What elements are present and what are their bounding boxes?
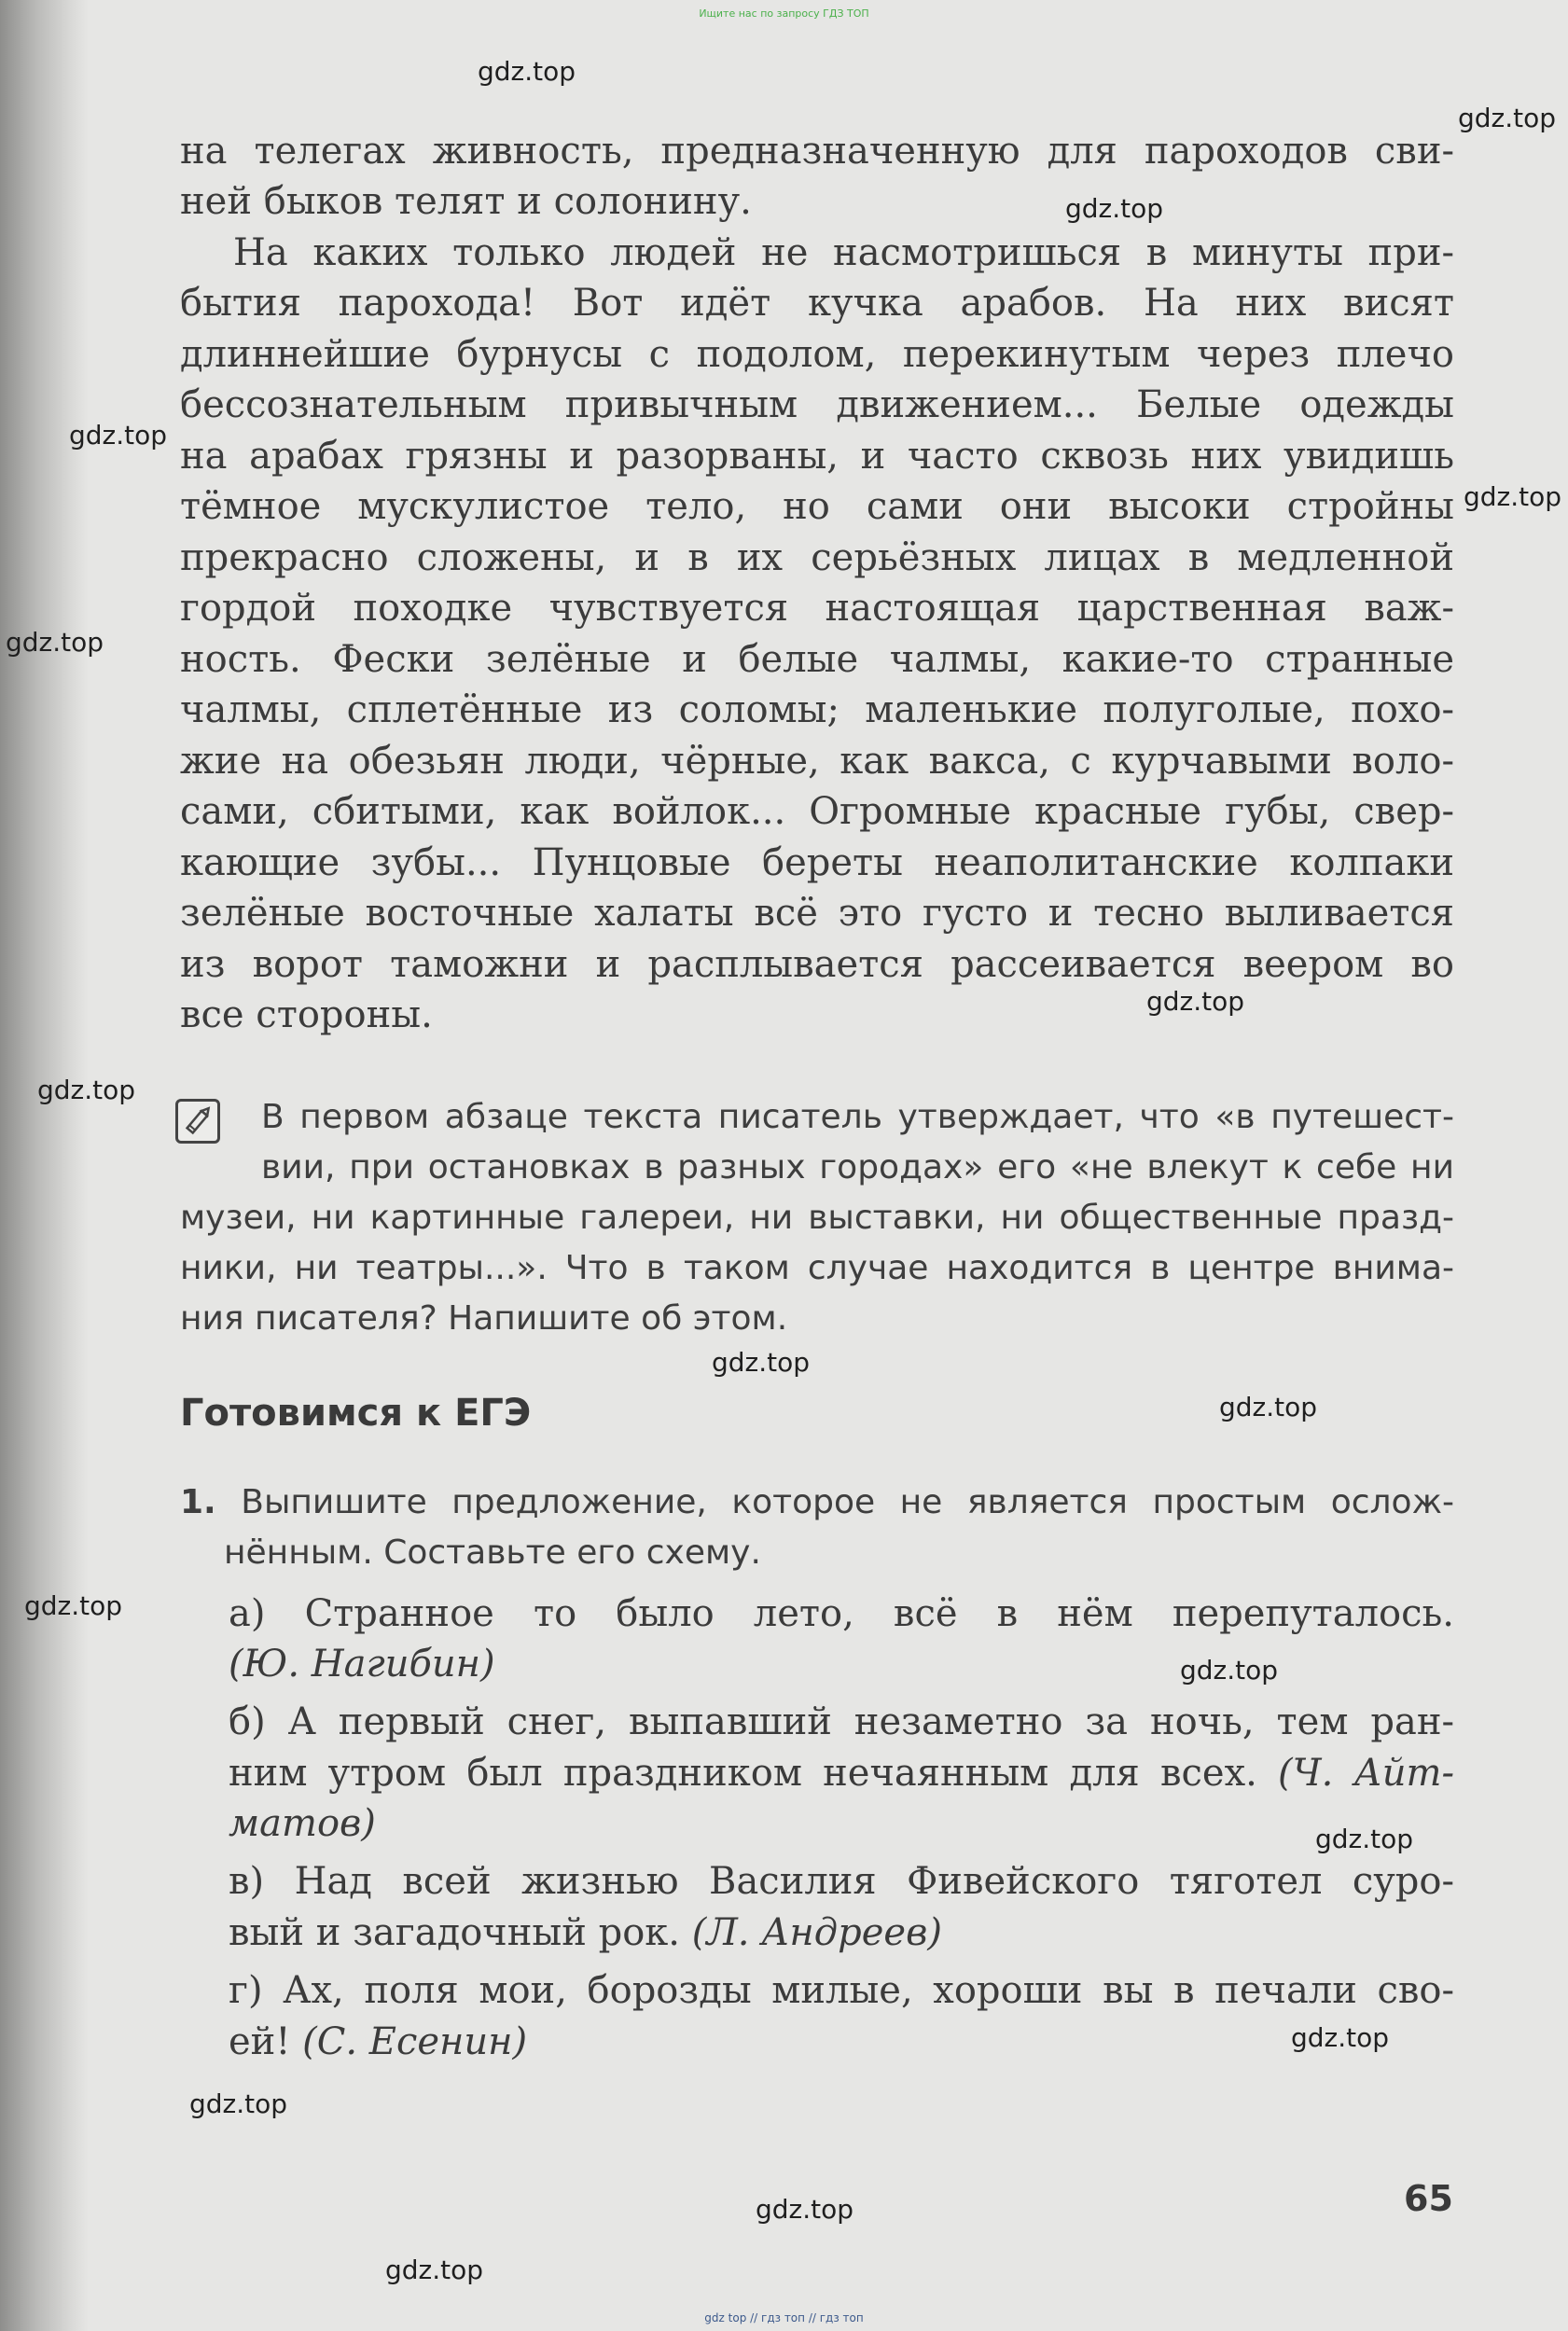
option-d-line: г) Ах, поля мои, борозды милые, хороши вы в печали сво- xyxy=(229,1969,1454,2012)
watermark: gdz.top xyxy=(756,2194,854,2225)
watermark: gdz.top xyxy=(478,56,576,87)
option-c-line xyxy=(229,1908,942,1958)
option-b-line: б) А первый снег, выпавший незаметно за ночь, тем ран- xyxy=(229,1700,1454,1743)
question-number: 1. xyxy=(180,1483,216,1521)
watermark: gdz.top xyxy=(1464,481,1562,512)
text-line: жие на обезьян люди, чёрные, как вакса, с курчавыми воло- xyxy=(180,740,1454,783)
task-line: ники, ни театры...». Что в таком случае находится в центре внима- xyxy=(180,1249,1454,1287)
watermark: gdz.top xyxy=(1065,193,1164,224)
watermark: gdz.top xyxy=(1315,1824,1414,1854)
task-line: В первом абзаце текста писатель утверждает, что «в путешест- xyxy=(261,1098,1454,1136)
watermark: gdz.top xyxy=(69,420,168,451)
option-b-author: (Ч. Айт- xyxy=(1278,1752,1454,1795)
text-line: зелёные восточные халаты всё это густо и тесно выливается xyxy=(180,892,1454,935)
watermark: gdz.top xyxy=(1458,103,1557,133)
section-heading: Готовимся к ЕГЭ xyxy=(180,1392,532,1435)
question-line: нённым. Составьте его схему. xyxy=(224,1533,761,1572)
watermark: gdz.top xyxy=(1180,1655,1279,1686)
text-line: чалмы, сплетённые из соломы; маленькие полуголые, похо- xyxy=(180,688,1454,731)
text-line: из ворот таможни и расплывается рассеивается веером во xyxy=(180,943,1454,986)
text-line: длиннейшие бурнусы с подолом, перекинутым через плечо xyxy=(180,333,1454,376)
question-text: Выпишите предложение, которое не является простым ослож- xyxy=(241,1483,1454,1521)
watermark: gdz.top xyxy=(6,627,104,658)
text-line: тёмное мускулистое тело, но сами они высоки стройны xyxy=(180,485,1454,528)
option-d-text: ей! xyxy=(229,2020,303,2063)
watermark: gdz.top xyxy=(385,2255,484,2285)
watermark: gdz.top xyxy=(189,2088,288,2119)
option-c-text: вый и загадочный рок. xyxy=(229,1911,692,1954)
top-banner: Ищите нас по запросу ГДЗ ТОП xyxy=(699,7,869,20)
text-line: на телегах живность, предназначенную для пароходов сви- xyxy=(180,130,1454,173)
watermark: gdz.top xyxy=(712,1347,811,1378)
option-d-line xyxy=(229,2017,527,2067)
text-line: бытия парохода! Вот идёт кучка арабов. На них висят xyxy=(180,282,1454,325)
option-b-author-cont: матов) xyxy=(229,1802,376,1845)
option-d-author: (С. Есенин) xyxy=(302,2020,528,2063)
text-line: кающие зубы... Пунцовые береты неаполитанские колпаки xyxy=(180,841,1454,884)
watermark: gdz.top xyxy=(1291,2022,1390,2053)
option-c-line: в) Над всей жизнью Василия Фивейского тяготел суро- xyxy=(229,1860,1454,1903)
task-line: музеи, ни картинные галереи, ни выставки, ни общественные празд- xyxy=(180,1199,1454,1237)
text-line: На каких только людей не насмотришься в минуты при- xyxy=(233,231,1454,274)
option-c-author: (Л. Андреев) xyxy=(691,1911,942,1954)
task-line: ния писателя? Напишите об этом. xyxy=(180,1299,788,1338)
question-line xyxy=(180,1478,1454,1527)
text-line: все стороны. xyxy=(180,993,433,1036)
text-line: ность. Фески зелёные и белые чалмы, какие-то странные xyxy=(180,638,1454,681)
watermark: gdz.top xyxy=(24,1590,123,1621)
bottom-banner: gdz top // гдз топ // гдз топ xyxy=(704,2311,864,2324)
book-spine-shadow xyxy=(0,0,89,2331)
text-line: прекрасно сложены, и в их серьёзных лицах в медленной xyxy=(180,536,1454,579)
watermark: gdz.top xyxy=(1219,1392,1318,1422)
option-a-line: а) Странное то было лето, всё в нём перепуталось. xyxy=(229,1592,1454,1635)
text-line: бессознательным привычным движением... Белые одежды xyxy=(180,383,1454,426)
text-line: на арабах грязны и разорваны, и часто сквозь них увидишь xyxy=(180,435,1454,478)
text-line: сами, сбитыми, как войлок... Огромные красные губы, свер- xyxy=(180,790,1454,833)
option-b-line xyxy=(229,1748,1454,1798)
option-a-author: (Ю. Нагибин) xyxy=(229,1643,495,1686)
pencil-icon xyxy=(175,1099,220,1144)
watermark: gdz.top xyxy=(1146,986,1245,1017)
option-b-text: ним утром был праздником нечаянным для всех. xyxy=(229,1752,1279,1795)
text-line: гордой походке чувствуется настоящая царственная важ- xyxy=(180,587,1454,630)
task-line: вии, при остановках в разных городах» его «не влекут к себе ни xyxy=(261,1148,1454,1186)
text-line: ней быков телят и солонину. xyxy=(180,180,752,223)
page-number: 65 xyxy=(1404,2178,1453,2219)
watermark: gdz.top xyxy=(37,1075,136,1105)
